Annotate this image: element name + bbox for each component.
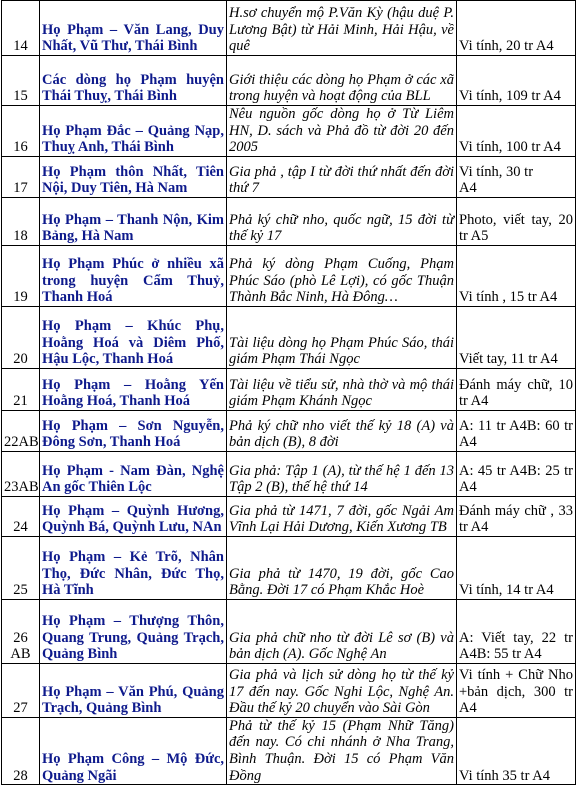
record-number-cell [2, 1, 40, 56]
table-row [2, 663, 576, 717]
record-format-cell [457, 663, 576, 717]
table-row [2, 451, 576, 496]
record-description-cell [227, 451, 457, 496]
table-row [2, 197, 576, 245]
record-number-cell [2, 106, 40, 157]
family-name-cell [40, 496, 227, 536]
record-format: Vi tính, 100 tr A4 [459, 139, 561, 156]
record-number: 23AB [4, 479, 39, 496]
family-name-cell [40, 56, 227, 106]
record-format-cell [457, 56, 576, 106]
family-name-cell [40, 451, 227, 496]
table-row [2, 410, 576, 451]
record-number: 26 AB [10, 629, 31, 663]
record-number-cell [2, 56, 40, 106]
record-description-cell [227, 106, 457, 157]
record-description: Phả ký dòng Phạm Cuống, Phạm Phúc Sáo (phò Lê Lợi), có gốc Thuận Thành Bắc Ninh, Hà Đông… [229, 256, 454, 306]
record-format-cell [457, 197, 576, 245]
record-description: Phả ký chữ nho, quốc ngữ, 15 đời từ thế kỷ 17 [229, 211, 454, 245]
record-description: Gia phả và lịch sử dòng họ từ thế kỷ 17 đến nay. Gốc Nghi Lộc, Nghệ An. Đầu thế kỷ 20 chuyển vào Sài Gòn [229, 667, 454, 717]
record-description-cell [227, 496, 457, 536]
record-format: Đánh máy chữ , 33 tr A4 [459, 502, 573, 536]
record-number: 21 [13, 393, 28, 410]
record-number: 22AB [4, 434, 39, 451]
record-number-cell [2, 410, 40, 451]
family-name: Họ Phạm – Quỳnh Hương, Quỳnh Bá, Quỳnh Lưu, NAn [42, 502, 224, 536]
record-format: Vi tính, 30 tr A4 [459, 163, 534, 197]
family-name: Họ Phạm Công – Mộ Đức, Quảng Ngãi [42, 750, 224, 784]
record-description: Giới thiệu các dòng họ Phạm ở các xã trong huyện và hoạt động của BLL [229, 71, 454, 105]
record-format: A: 45 tr A4B: 25 tr A4 [459, 462, 573, 496]
family-name: Họ Phạm – Văn Lang, Duy Nhất, Vũ Thư, Thái Bình [42, 21, 224, 55]
family-name-cell [40, 599, 227, 663]
record-number: 16 [13, 139, 28, 156]
family-name-cell [40, 717, 227, 784]
record-number-cell [2, 451, 40, 496]
table-row [2, 156, 576, 197]
record-format-cell [457, 368, 576, 410]
record-number-cell [2, 245, 40, 306]
family-name: Họ Phạm Đắc – Quảng Nạp, Thuỵ Anh, Thái Bình [42, 122, 224, 156]
family-name: Các dòng họ Phạm huyện Thái Thuỵ, Thái Bình [42, 71, 224, 105]
record-number-cell [2, 536, 40, 599]
family-name: Họ Phạm – Kẻ Trõ, Nhân Thọ, Đức Nhân, Đức Thọ, Hà Tĩnh [42, 549, 224, 599]
record-description-cell [227, 410, 457, 451]
family-name-cell [40, 106, 227, 157]
record-description: Phả ký chữ nho viết thế kỷ 18 (A) và bản dịch (B), 8 đời [229, 417, 454, 451]
record-number-cell [2, 156, 40, 197]
record-format-cell [457, 496, 576, 536]
record-format: Vi tính, 14 tr A4 [459, 582, 554, 599]
record-number: 18 [13, 228, 28, 245]
record-format: Vi tính 35 tr A4 [459, 767, 550, 784]
family-name-cell [40, 306, 227, 368]
family-name-cell [40, 368, 227, 410]
family-name: Họ Phạm - Nam Đàn, Nghệ An gốc Thiên Lộc [42, 462, 224, 496]
table-row [2, 306, 576, 368]
family-name: Họ Phạm – Hoằng Yến Hoằng Hoá, Thanh Hoá [42, 376, 224, 410]
family-name-cell [40, 663, 227, 717]
record-format: Photo, viết tay, 20 tr A5 [459, 211, 573, 245]
record-format: Vi tính, 109 tr A4 [459, 88, 561, 105]
record-description: Phả từ thế kỷ 15 (Phạm Nhữ Tăng) đến nay. Có chi nhánh ở Nha Trang, Bình Thuận. Đời 15 có Phạm Văn Đồng [229, 717, 454, 784]
record-format-cell [457, 599, 576, 663]
record-format-cell [457, 306, 576, 368]
record-description: Gia phả chữ nho từ đời Lê sơ (B) và bản dịch (A). Gốc Nghệ An [229, 629, 454, 663]
record-format: Vi tính + Chữ Nho +bản dịch, 300 tr A4 [459, 667, 573, 717]
record-number: 17 [13, 180, 28, 197]
family-name-cell [40, 410, 227, 451]
family-name-cell [40, 1, 227, 56]
table-row [2, 717, 576, 784]
record-description-cell [227, 368, 457, 410]
record-format-cell [457, 536, 576, 599]
record-format-cell [457, 156, 576, 197]
record-format-cell [457, 410, 576, 451]
record-number: 19 [13, 289, 28, 306]
record-format-cell [457, 106, 576, 157]
record-description-cell [227, 245, 457, 306]
record-description-cell [227, 536, 457, 599]
record-format-cell [457, 451, 576, 496]
family-name: Họ Phạm – Thượng Thôn, Quang Trung, Quảng Trạch, Quảng Bình [42, 613, 224, 663]
table-row [2, 106, 576, 157]
record-number: 24 [13, 519, 28, 536]
record-description-cell [227, 156, 457, 197]
record-number: 27 [13, 700, 28, 717]
record-description-cell [227, 56, 457, 106]
table-row [2, 368, 576, 410]
record-format-cell [457, 245, 576, 306]
family-name: Họ Phạm – Khúc Phụ, Hoằng Hoá và Diêm Phố, Hậu Lộc, Thanh Hoá [42, 318, 224, 368]
record-number: 14 [13, 38, 28, 55]
table-row [2, 56, 576, 106]
record-description-cell [227, 306, 457, 368]
record-description: Tài liệu dòng họ Phạm Phúc Sáo, thái giám Phạm Thái Ngọc [229, 334, 454, 368]
record-number-cell [2, 663, 40, 717]
record-number: 28 [13, 767, 28, 784]
record-description-cell [227, 663, 457, 717]
table-row [2, 536, 576, 599]
family-name: Họ Phạm Phúc ở nhiều xã trong huyện Cẩm Thuỷ, Thanh Hoá [42, 256, 224, 306]
record-format: Đánh máy chữ, 10 tr A4 [459, 376, 573, 410]
record-description: Gia phả từ 1471, 7 đời, gốc Ngải Am Vĩnh Lại Hải Dương, Kiến Xương TB [229, 502, 454, 536]
record-format: Vi tính, 20 tr A4 [459, 38, 554, 55]
record-number-cell [2, 306, 40, 368]
genealogy-records-table [1, 0, 576, 785]
family-name: Họ Phạm thôn Nhất, Tiên Nội, Duy Tiên, Hà Nam [42, 163, 224, 197]
record-description-cell [227, 717, 457, 784]
record-description-cell [227, 197, 457, 245]
record-number: 20 [13, 351, 28, 368]
record-format: Vi tính , 15 tr A4 [459, 289, 558, 306]
record-description: Gia phả từ 1470, 19 đời, gốc Cao Bằng. Đời 17 có Phạm Khắc Hoè [229, 565, 454, 599]
family-name-cell [40, 536, 227, 599]
family-name: Họ Phạm – Văn Phú, Quảng Trạch, Quảng Bình [42, 683, 224, 717]
family-name-cell [40, 245, 227, 306]
record-description: Nêu nguồn gốc dòng họ ở Từ Liêm HN, D. sách và Phả đồ từ đời 20 đến 2005 [229, 106, 454, 156]
family-name-cell [40, 197, 227, 245]
table-row [2, 1, 576, 56]
family-name: Họ Phạm – Thanh Nộn, Kim Bảng, Hà Nam [42, 211, 224, 245]
record-format: A: Viết tay, 22 tr A4B: 55 tr A4 [459, 629, 573, 663]
record-description: Gia phả , tập I từ đời thứ nhất đến đời thứ 7 [229, 163, 454, 197]
record-number-cell [2, 599, 40, 663]
record-description-cell [227, 599, 457, 663]
record-number-cell [2, 496, 40, 536]
record-format-cell [457, 717, 576, 784]
record-description: Gia phả: Tập 1 (A), từ thế hệ 1 đến 13 Tập 2 (B), thế hệ thứ 14 [229, 462, 454, 496]
record-description-cell [227, 1, 457, 56]
record-number-cell [2, 368, 40, 410]
family-name-cell [40, 156, 227, 197]
table-row [2, 599, 576, 663]
record-format-cell [457, 1, 576, 56]
record-description: Tài liệu về tiểu sử, nhà thờ và mộ thái giám Phạm Khánh Ngọc [229, 376, 454, 410]
record-format: Viết tay, 11 tr A4 [459, 351, 558, 368]
record-number: 25 [13, 582, 28, 599]
record-number: 15 [13, 88, 28, 105]
table-row [2, 496, 576, 536]
record-number-cell [2, 197, 40, 245]
family-name: Họ Phạm – Sơn Nguyễn, Đông Sơn, Thanh Hoá [42, 417, 224, 451]
record-format: A: 11 tr A4B: 60 tr A4 [459, 417, 573, 451]
record-description: H.sơ chuyển mộ P.Văn Kỳ (hậu duệ P. Lương Bật) từ Hải Minh, Hải Hậu, về quê [229, 5, 454, 55]
table-body [2, 1, 576, 785]
record-number-cell [2, 717, 40, 784]
table-row [2, 245, 576, 306]
